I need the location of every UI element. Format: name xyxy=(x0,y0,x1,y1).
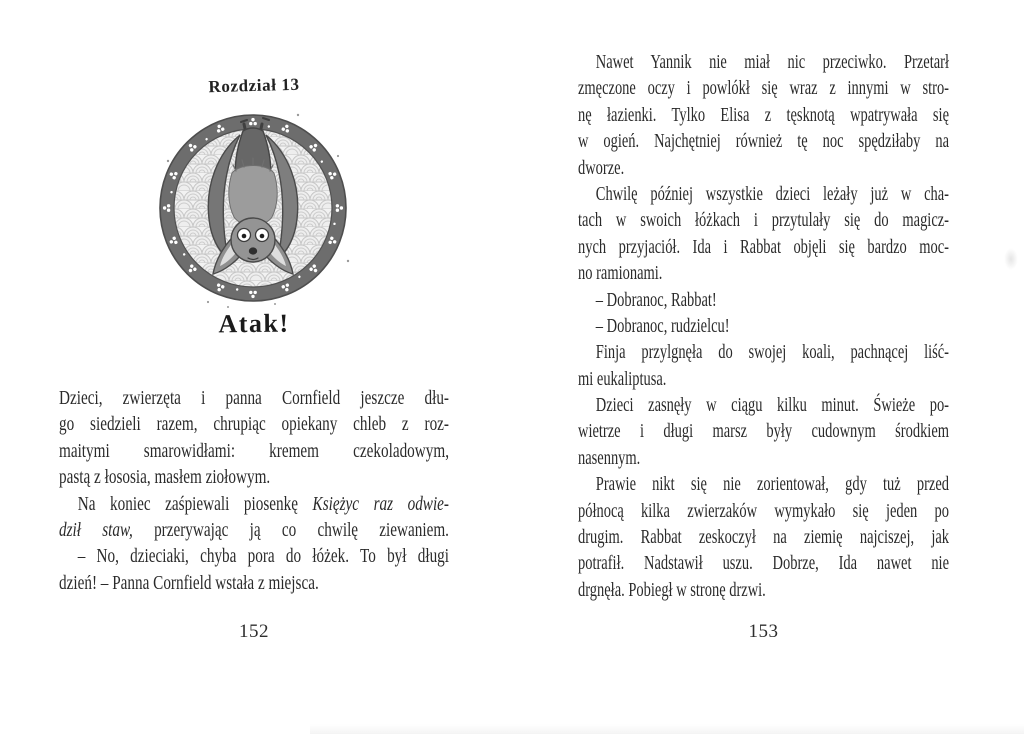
text-line xyxy=(578,76,949,102)
body-text: mi eukaliptusa. xyxy=(578,368,667,390)
body-text: w ogień. Najchętniej również tę noc spędziłaby na xyxy=(578,131,949,153)
page-number-right: 153 xyxy=(748,621,779,642)
text-line xyxy=(59,544,449,570)
text-line xyxy=(59,518,449,544)
chapter-label: Rozdział 13 xyxy=(208,74,300,97)
text-line xyxy=(578,129,949,155)
chapter-title: Atak! xyxy=(218,308,290,339)
body-text: no ramionami. xyxy=(578,263,663,285)
body-text: maitymi smarowidłami: kremem czekoladowym, xyxy=(59,440,449,462)
body-text: Dzieci, zwierzęta i panna Cornfield jeszcze dłu- xyxy=(59,388,449,409)
body-text: nę łazienki. Tylko Elisa z tęsknotą wpatrywała się xyxy=(578,104,949,126)
page-bottom-shadow xyxy=(310,724,1024,734)
body-text: Dzieci zasnęły w ciągu kilku minut. Świeże po- xyxy=(595,395,949,417)
text-line xyxy=(578,393,949,419)
text-line xyxy=(59,465,449,491)
body-text: dzień! – Panna Cornfield wstała z miejsca. xyxy=(59,572,319,594)
body-text: drgnęła. Pobiegł w stronę drzwi. xyxy=(578,579,766,601)
body-text: wietrze i długi marsz były cudownym środkiem xyxy=(578,421,949,443)
text-line xyxy=(578,446,949,472)
text-line xyxy=(59,492,449,518)
body-text: – Dobranoc, rudzielcu! xyxy=(595,315,730,337)
text-line xyxy=(578,578,949,604)
body-text: Na koniec zaśpiewali piosenkę xyxy=(77,493,313,515)
body-text: – Dobranoc, Rabbat! xyxy=(595,289,717,311)
text-line xyxy=(59,386,449,412)
text-line xyxy=(578,551,949,577)
body-text: Chwilę później wszystkie dzieci leżały już w cha- xyxy=(595,183,949,205)
body-text: nasennym. xyxy=(578,447,641,469)
text-line xyxy=(578,367,949,393)
body-text: go siedzieli razem, chrupiąc opiekany chleb z roz- xyxy=(59,414,449,436)
body-text: pastą z łososia, masłem ziołowym. xyxy=(59,467,271,489)
body-text: – No, dzieciaki, chyba pora do łóżek. To był długi xyxy=(77,546,449,568)
body-text: północą kilka zwierzaków wymykało się jeden po xyxy=(578,500,949,522)
body-text: Nawet Yannik nie miał nic przeciwko. Przetarł xyxy=(595,52,949,73)
body-text: tach w swoich łóżkach i przytulały się do magicz- xyxy=(578,210,949,232)
italic-text: dził staw, xyxy=(59,519,133,541)
text-line xyxy=(578,235,949,261)
text-line xyxy=(578,340,949,366)
text-line xyxy=(578,314,949,340)
body-text: Prawie nikt się nie zorientował, gdy tuż przed xyxy=(595,474,949,496)
text-line xyxy=(578,419,949,445)
text-line xyxy=(578,156,949,182)
photo-edge-smudge xyxy=(1004,248,1018,270)
left-page-body xyxy=(59,386,449,597)
text-line xyxy=(578,288,949,314)
body-text: dworze. xyxy=(578,157,625,179)
text-line xyxy=(578,50,949,76)
body-text: przerywając ją co chwilę ziewaniem. xyxy=(132,519,449,541)
right-page-body xyxy=(578,50,949,604)
page-number-left: 152 xyxy=(239,621,269,642)
text-line xyxy=(59,571,449,597)
text-line xyxy=(578,208,949,234)
body-text: drugim. Rabbat zeskoczył na ziemię najciszej, jak xyxy=(578,527,949,549)
text-line xyxy=(578,182,949,208)
body-text: nych przyjaciół. Ida i Rabbat objęli się bardzo moc- xyxy=(578,236,949,258)
bat-illustration xyxy=(148,101,358,311)
text-line xyxy=(578,525,949,551)
body-text: potrafił. Nadstawił uszu. Dobrze, Ida nawet nie xyxy=(578,553,949,575)
text-line xyxy=(578,472,949,498)
body-text: Finja przylgnęła do swojej koali, pachnącej liść- xyxy=(595,342,949,364)
text-line xyxy=(59,439,449,465)
italic-text: Księżyc raz odwie- xyxy=(312,493,449,515)
text-line xyxy=(578,261,949,287)
body-text: zmęczone oczy i powlókł się wraz z innymi w stro- xyxy=(578,78,949,100)
text-line xyxy=(578,103,949,129)
text-line xyxy=(59,412,449,438)
text-line xyxy=(578,499,949,525)
